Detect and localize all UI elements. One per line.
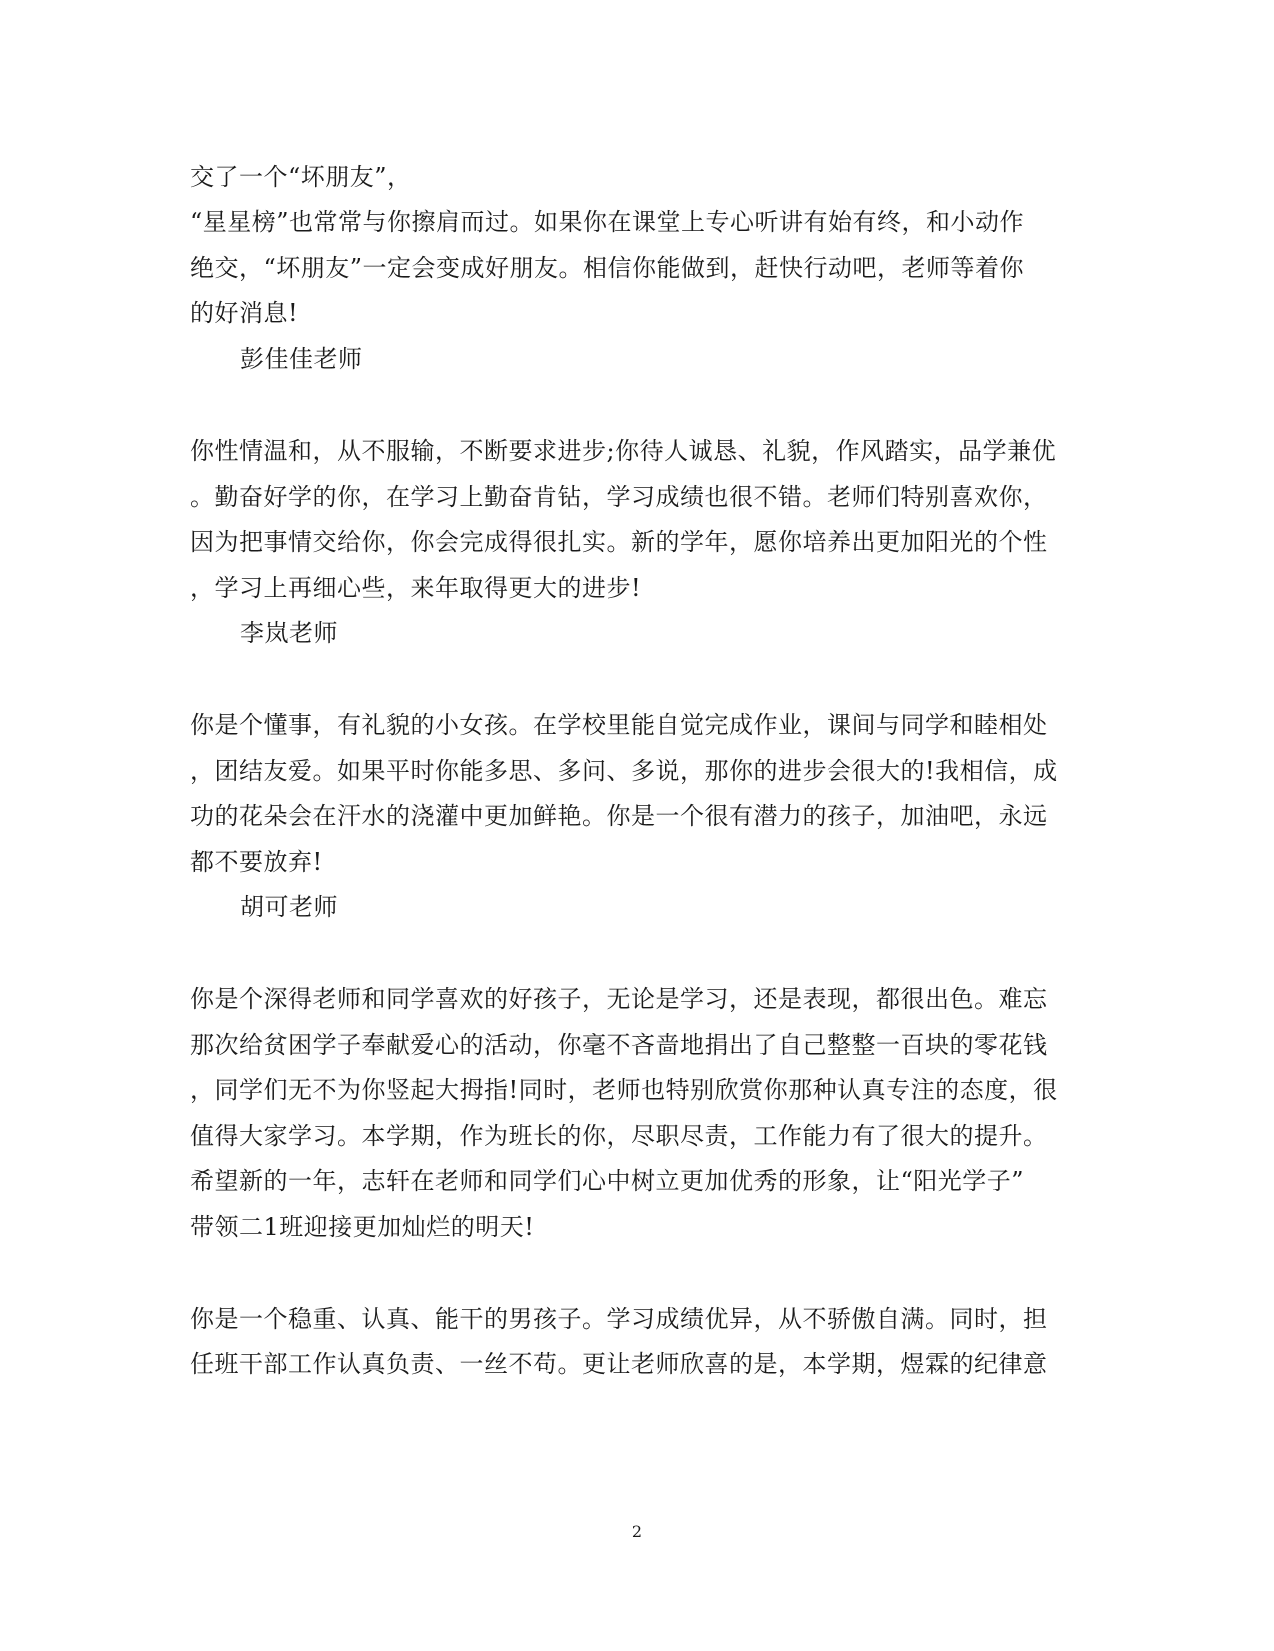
paragraph-line: 你是个深得老师和同学喜欢的好孩子，无论是学习，还是表现，都很出色。难忘 <box>190 985 1048 1013</box>
paragraph-line: 你是一个稳重、认真、能干的男孩子。学习成绩优异，从不骄傲自满。同时，担 <box>190 1305 1048 1333</box>
paragraph-line: 交了一个“坏朋友”， <box>190 163 412 191</box>
paragraph-line: 带领二1班迎接更加灿烂的明天! <box>190 1213 535 1241</box>
paragraph-line: 都不要放弃! <box>190 848 323 876</box>
paragraph-line: 功的花朵会在汗水的浇灌中更加鲜艳。你是一个很有潜力的孩子，加油吧，永远 <box>190 802 1048 830</box>
paragraph-line: 那次给贫困学子奉献爱心的活动，你毫不吝啬地捐出了自己整整一百块的零花钱 <box>190 1031 1048 1059</box>
paragraph-line: 绝交，“坏朋友”一定会变成好朋友。相信你能做到，赶快行动吧，老师等着你 <box>190 254 1025 282</box>
paragraph-line: 。勤奋好学的你，在学习上勤奋肯钻，学习成绩也很不错。老师们特别喜欢你， <box>190 483 1048 511</box>
paragraph-line: 你是个懂事，有礼貌的小女孩。在学校里能自觉完成作业，课间与同学和睦相处 <box>190 711 1048 739</box>
paragraph-line: 因为把事情交给你，你会完成得很扎实。新的学年，愿你培养出更加阳光的个性 <box>190 528 1048 556</box>
paragraph-line: 希望新的一年，志轩在老师和同学们心中树立更加优秀的形象，让“阳光学子” <box>190 1167 1025 1195</box>
teacher-signature: 李岚老师 <box>240 619 338 647</box>
paragraph-line: ，同学们无不为你竖起大拇指!同时，老师也特别欣赏你那种认真专注的态度，很 <box>190 1076 1058 1104</box>
paragraph-line: “星星榜”也常常与你擦肩而过。如果你在课堂上专心听讲有始有终，和小动作 <box>190 208 1025 236</box>
paragraph-line: 你性情温和，从不服输，不断要求进步;你待人诚恳、礼貌，作风踏实，品学兼优 <box>190 437 1057 465</box>
page-number: 2 <box>631 1522 643 1541</box>
paragraph-line: 值得大家学习。本学期，作为班长的你，尽职尽责，工作能力有了很大的提升。 <box>190 1122 1048 1150</box>
paragraph-line: ，学习上再细心些，来年取得更大的进步! <box>190 574 642 602</box>
paragraph-line: 任班干部工作认真负责、一丝不苟。更让老师欣喜的是，本学期，煜霖的纪律意 <box>190 1350 1048 1378</box>
paragraph-line: 的好消息! <box>190 299 299 327</box>
teacher-signature: 胡可老师 <box>240 893 338 921</box>
paragraph-line: ，团结友爱。如果平时你能多思、多问、多说，那你的进步会很大的!我相信，成 <box>190 757 1058 785</box>
teacher-signature: 彭佳佳老师 <box>240 345 363 373</box>
